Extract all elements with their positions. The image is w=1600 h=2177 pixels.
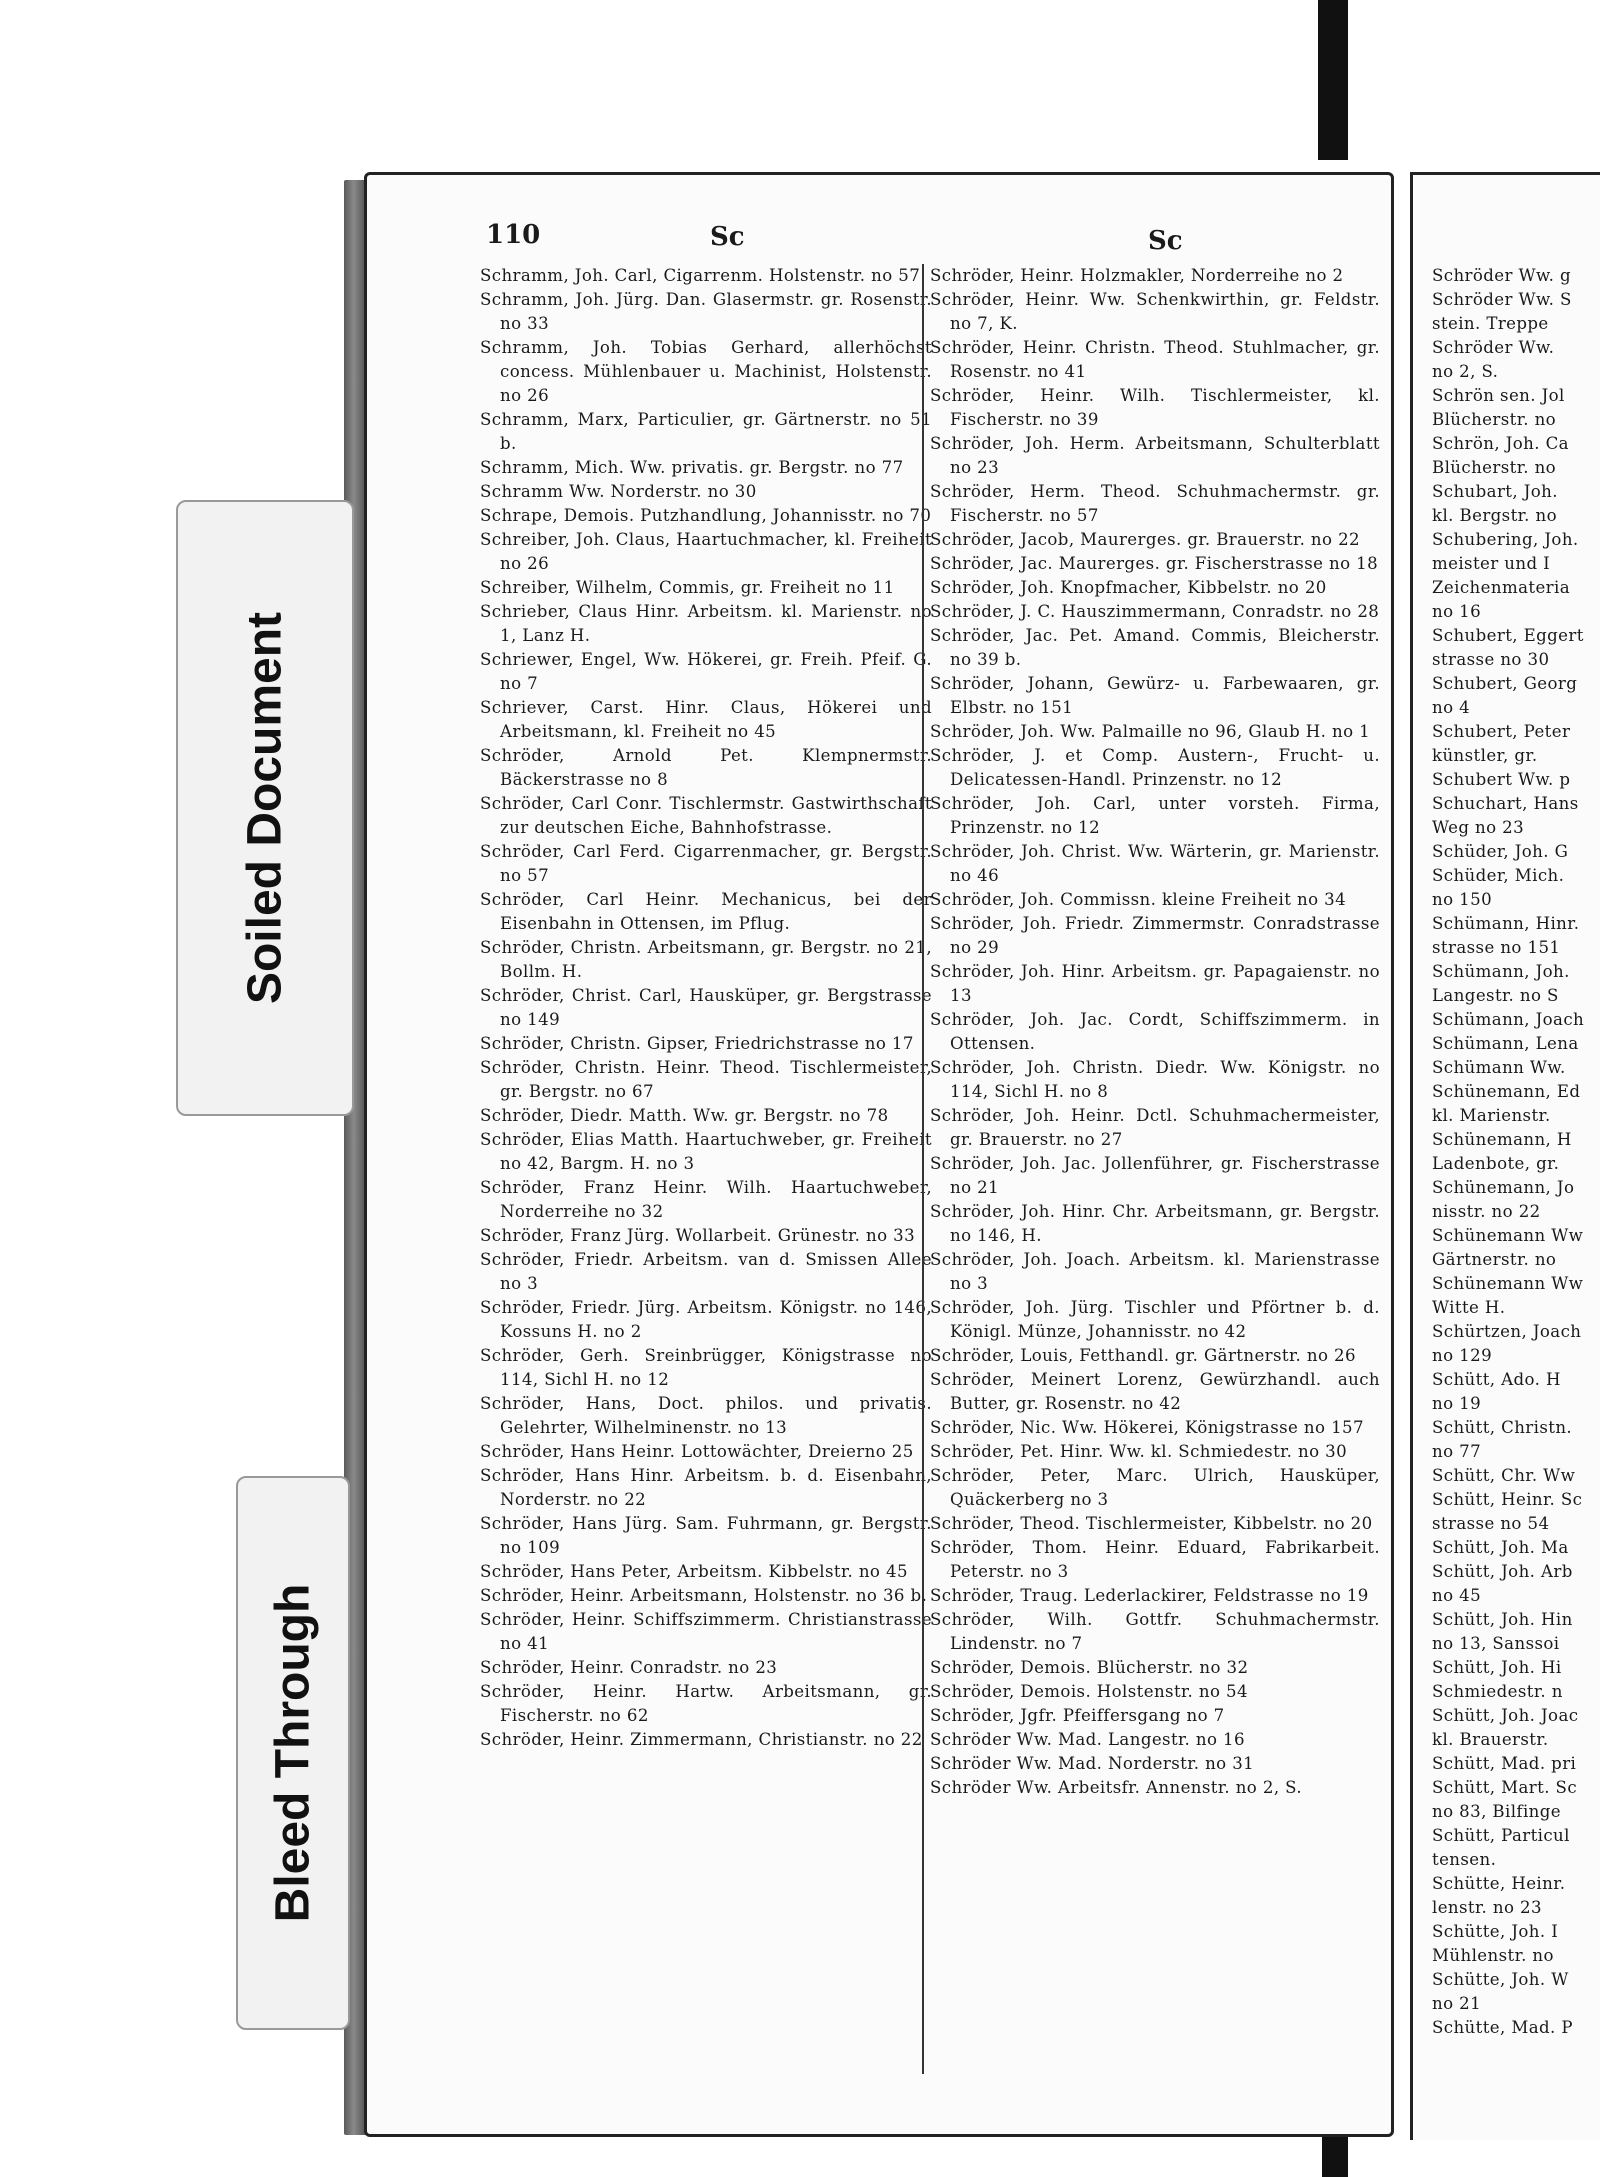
directory-entry: strasse no 54 [1432,1514,1550,1533]
running-header-right: Sc [1148,226,1183,256]
directory-entry: Schubering, Joh. [1432,530,1579,549]
directory-entry: Schröder, Friedr. Arbeitsm. van d. Smissen Allee no 3 [480,1250,932,1293]
directory-entry: Schröder, Joh. Carl, unter vorsteh. Firma, Prinzenstr. no 12 [930,794,1380,837]
directory-entry: Schünemann Ww [1432,1226,1584,1245]
directory-entry: Schröder, Pet. Hinr. Ww. kl. Schmiedestr. no 30 [930,1442,1348,1461]
directory-entry: Schümann, Joach [1432,1010,1585,1029]
directory-entry: Schubert, Eggert [1432,626,1584,645]
directory-entry: Schröder, Joh. Commissn. kleine Freiheit no 34 [930,890,1347,909]
directory-column-left [480,264,932,2074]
directory-entry: no 16 [1432,602,1482,621]
directory-entry: Schröder, Christn. Heinr. Theod. Tischlermeister, gr. Bergstr. no 67 [480,1058,932,1101]
directory-entry: Schrieber, Claus Hinr. Arbeitsm. kl. Marienstr. no 1, Lanz H. [480,602,932,645]
directory-entry: no 129 [1432,1346,1493,1365]
directory-entry: Schröder, Franz Heinr. Wilh. Haartuchweber, Norderreihe no 32 [480,1178,932,1221]
directory-entry: Schütt, Ado. H [1432,1370,1561,1389]
directory-entry: Schütte, Joh. W [1432,1970,1569,1989]
directory-entry: Schröder, Carl Conr. Tischlermstr. Gastwirthschaft zur deutschen Eiche, Bahnhofstrasse. [480,794,932,837]
directory-entry: Schröder, Demois. Holstenstr. no 54 [930,1682,1248,1701]
directory-entry: Schröder, Joh. Ww. Palmaille no 96, Glaub H. no 1 [930,722,1371,741]
directory-entry: Blücherstr. no [1432,458,1557,477]
directory-entry: tensen. [1432,1850,1497,1869]
directory-entry: Schröder, Heinr. Christn. Theod. Stuhlmacher, gr. Rosenstr. no 41 [930,338,1380,381]
directory-entry: Schrön sen. Jol [1432,386,1565,405]
directory-entry: Schröder, Louis, Fetthandl. gr. Gärtnerstr. no 26 [930,1346,1356,1365]
directory-entry: Blücherstr. no [1432,410,1557,429]
directory-entry: Schümann, Lena [1432,1034,1579,1053]
directory-entry: Gärtnerstr. no [1432,1250,1557,1269]
directory-entry: Schubert Ww. p [1432,770,1571,789]
directory-entry: Schröder, J. et Comp. Austern-, Frucht- u. Delicatessen-Handl. Prinzenstr. no 12 [930,746,1380,789]
directory-entry: Schröder, J. C. Hauszimmermann, Conradstr. no 28 [930,602,1380,621]
directory-entry: Schubart, Joh. [1432,482,1558,501]
directory-entry: Schröder, Joh. Christn. Diedr. Ww. Königstr. no 114, Sichl H. no 8 [930,1058,1380,1101]
directory-entry: Schröder, Nic. Ww. Hökerei, Königstrasse no 157 [930,1418,1364,1437]
directory-entry: Schubert, Georg [1432,674,1578,693]
directory-entry: no 21 [1432,1994,1482,2013]
directory-entry: Schröder, Heinr. Conradstr. no 23 [480,1658,778,1677]
directory-entry: Schütte, Mad. P [1432,2018,1573,2037]
directory-entry: Schütt, Joh. Hin [1432,1610,1573,1629]
directory-entry: Schröder, Christ. Carl, Hausküper, gr. Bergstrasse no 149 [480,986,932,1029]
directory-entry: no 4 [1432,698,1471,717]
directory-entry: Schröder, Joh. Hinr. Arbeitsm. gr. Papagaienstr. no 13 [930,962,1380,1005]
directory-entry: Zeichenmateria [1432,578,1570,597]
directory-entry: künstler, gr. [1432,746,1538,765]
directory-entry: Schünemann, Ed [1432,1082,1581,1101]
directory-entry: Schröder, Jacob, Maurerges. gr. Brauerstr. no 22 [930,530,1360,549]
directory-entry: Schröder, Joh. Friedr. Zimmermstr. Conradstrasse no 29 [930,914,1380,957]
soiled-document-tab [176,500,354,1116]
directory-entry: Schröder Ww. Mad. Norderstr. no 31 [930,1754,1255,1773]
directory-entry: Schröder, Hans, Doct. philos. und privatis. Gelehrter, Wilhelminenstr. no 13 [480,1394,932,1437]
directory-entry: Schreiber, Joh. Claus, Haartuchmacher, kl. Freiheit no 26 [480,530,932,573]
directory-entry: Schütt, Christn. [1432,1418,1573,1437]
directory-entry: Schröder, Herm. Theod. Schuhmachermstr. gr. Fischerstr. no 57 [930,482,1380,525]
directory-entry: no 13, Sanssoi [1432,1634,1560,1653]
directory-entry: Schüder, Mich. [1432,866,1565,885]
directory-entry: Schröder, Diedr. Matth. Ww. gr. Bergstr. no 78 [480,1106,889,1125]
directory-entry: Schröder, Heinr. Schiffszimmerm. Christianstrasse no 41 [480,1610,932,1653]
running-header-left: Sc [710,222,745,252]
directory-entry: Schröder, Jgfr. Pfeiffersgang no 7 [930,1706,1225,1725]
directory-entry: Schütt, Joh. Ma [1432,1538,1569,1557]
directory-entry: Schröder, Joh. Jac. Cordt, Schiffszimmerm. in Ottensen. [930,1010,1380,1053]
directory-entry: stein. Treppe [1432,314,1549,333]
directory-entry: Schröder, Heinr. Ww. Schenkwirthin, gr. Feldstr. no 7, K. [930,290,1380,333]
directory-entry: Schröder, Arnold Pet. Klempnermstr. Bäckerstrasse no 8 [480,746,932,789]
directory-entry: strasse no 30 [1432,650,1550,669]
directory-entry: Schröder, Joh. Joach. Arbeitsm. kl. Marienstrasse no 3 [930,1250,1380,1293]
directory-entry: kl. Brauerstr. [1432,1730,1549,1749]
directory-entry: Schmiedestr. n [1432,1682,1563,1701]
directory-entry: Langestr. no S [1432,986,1559,1005]
directory-entry: Schriever, Carst. Hinr. Claus, Hökerei und Arbeitsmann, kl. Freiheit no 45 [480,698,932,741]
directory-entry: Schütt, Joh. Hi [1432,1658,1562,1677]
directory-entry: Schümann Ww. [1432,1058,1566,1077]
directory-entry: Schröder Ww. [1432,338,1555,357]
directory-entry: Schütt, Heinr. Sc [1432,1490,1583,1509]
directory-entry: Schröder, Heinr. Holzmakler, Norderreihe no 2 [930,266,1344,285]
directory-entry: Schünemann, Jo [1432,1178,1575,1197]
directory-entry: no 83, Bilfinge [1432,1802,1562,1821]
directory-entry: Schramm, Marx, Particulier, gr. Gärtnerstr. no 51 b. [480,410,932,453]
directory-entry: Schürtzen, Joach [1432,1322,1582,1341]
directory-column-right [1432,264,1600,2074]
directory-entry: kl. Bergstr. no [1432,506,1557,525]
directory-entry: Schümann, Joh. [1432,962,1570,981]
directory-entry: Schröder, Jac. Maurerges. gr. Fischerstrasse no 18 [930,554,1379,573]
directory-entry: Witte H. [1432,1298,1506,1317]
bleed-through-tab [236,1476,350,2030]
directory-entry: Schünemann, H [1432,1130,1572,1149]
directory-entry: Schütt, Joh. Joac [1432,1706,1579,1725]
directory-entry: Schröder, Carl Heinr. Mechanicus, bei der Eisenbahn in Ottensen, im Pflug. [480,890,932,933]
directory-entry: Schröder, Traug. Lederlackirer, Feldstrasse no 19 [930,1586,1369,1605]
directory-entry: Schröder, Joh. Herm. Arbeitsmann, Schulterblatt no 23 [930,434,1380,477]
directory-entry: meister und I [1432,554,1551,573]
directory-entry: Schröder Ww. Mad. Langestr. no 16 [930,1730,1245,1749]
directory-entry: Schröder, Elias Matth. Haartuchweber, gr. Freiheit no 42, Bargm. H. no 3 [480,1130,932,1173]
directory-entry: Schröder, Meinert Lorenz, Gewürzhandl. auch Butter, gr. Rosenstr. no 42 [930,1370,1380,1413]
directory-entry: Schröder, Joh. Jac. Jollenführer, gr. Fischerstrasse no 21 [930,1154,1380,1197]
directory-entry: Schröder, Christn. Gipser, Friedrichstrasse no 17 [480,1034,914,1053]
directory-entry: Schröder, Friedr. Jürg. Arbeitsm. Königstr. no 146, Kossuns H. no 2 [480,1298,932,1341]
directory-entry: Schröder, Joh. Hinr. Chr. Arbeitsmann, gr. Bergstr. no 146, H. [930,1202,1380,1245]
directory-entry: Schrape, Demois. Putzhandlung, Johannisstr. no 70 [480,506,932,525]
directory-entry: Schröder, Hans Peter, Arbeitsm. Kibbelstr. no 45 [480,1562,908,1581]
directory-entry: Schröder Ww. Arbeitsfr. Annenstr. no 2, S. [930,1778,1303,1797]
directory-entry: no 19 [1432,1394,1482,1413]
directory-entry: Schriewer, Engel, Ww. Hökerei, gr. Freih. Pfeif. G. no 7 [480,650,932,693]
directory-entry: Schramm, Joh. Carl, Cigarrenm. Holstenstr. no 57 [480,266,921,285]
directory-entry: Schütt, Mart. Sc [1432,1778,1578,1797]
directory-entry: Schröder, Heinr. Wilh. Tischlermeister, kl. Fischerstr. no 39 [930,386,1380,429]
directory-entry: Schrön, Joh. Ca [1432,434,1569,453]
directory-entry: Schreiber, Wilhelm, Commis, gr. Freiheit no 11 [480,578,895,597]
directory-entry: Schünemann Ww [1432,1274,1584,1293]
directory-entry: Schüder, Joh. G [1432,842,1569,861]
directory-entry: Schütte, Joh. I [1432,1922,1559,1941]
directory-entry: Schröder, Demois. Blücherstr. no 32 [930,1658,1249,1677]
directory-entry: lenstr. no 23 [1432,1898,1542,1917]
directory-entry: Schröder, Heinr. Arbeitsmann, Holstenstr. no 36 b. [480,1586,928,1605]
directory-entry: Schubert, Peter [1432,722,1571,741]
directory-entry: Weg no 23 [1432,818,1525,837]
directory-entry: Ladenbote, gr. [1432,1154,1560,1173]
directory-entry: Schütte, Heinr. [1432,1874,1566,1893]
directory-entry: Schütt, Joh. Arb [1432,1562,1573,1581]
directory-entry: Schröder, Wilh. Gottfr. Schuhmachermstr. Lindenstr. no 7 [930,1610,1380,1653]
directory-entry: no 45 [1432,1586,1482,1605]
directory-entry: Schröder, Hans Heinr. Lottowächter, Dreierno 25 [480,1442,914,1461]
directory-entry: Schütt, Chr. Ww [1432,1466,1576,1485]
directory-entry: no 77 [1432,1442,1482,1461]
page-number: 110 [486,220,541,250]
directory-entry: Schramm, Joh. Tobias Gerhard, allerhöchst concess. Mühlenbauer u. Machinist, Holstenstr. no 26 [480,338,932,405]
directory-entry: Schröder, Heinr. Zimmermann, Christianstr. no 22 [480,1730,923,1749]
bleed-through-label: Bleed Through [266,1583,320,1923]
directory-entry: Schramm, Mich. Ww. privatis. gr. Bergstr. no 77 [480,458,904,477]
directory-entry: no 150 [1432,890,1493,909]
directory-entry: Schröder, Joh. Knopfmacher, Kibbelstr. no 20 [930,578,1327,597]
directory-entry: nisstr. no 22 [1432,1202,1541,1221]
directory-entry: Schramm Ww. Norderstr. no 30 [480,482,757,501]
directory-entry: no 2, S. [1432,362,1499,381]
soiled-document-label: Soiled Document [238,611,292,1005]
directory-entry: Schröder Ww. g [1432,266,1571,285]
directory-entry: Schröder, Joh. Jürg. Tischler und Pförtner b. d. Königl. Münze, Johannisstr. no 42 [930,1298,1380,1341]
directory-entry: Schröder, Carl Ferd. Cigarrenmacher, gr. Bergstr. no 57 [480,842,932,885]
directory-entry: Schütt, Particul [1432,1826,1570,1845]
directory-entry: Schümann, Hinr. [1432,914,1580,933]
directory-entry: Schröder, Christn. Arbeitsmann, gr. Bergstr. no 21, Bollm. H. [480,938,932,981]
directory-entry: Schröder, Joh. Christ. Ww. Wärterin, gr. Marienstr. no 46 [930,842,1380,885]
directory-entry: Schröder, Hans Hinr. Arbeitsm. b. d. Eisenbahn, Norderstr. no 22 [480,1466,932,1509]
directory-entry: Mühlenstr. no [1432,1946,1554,1965]
directory-entry: Schröder, Jac. Pet. Amand. Commis, Bleicherstr. no 39 b. [930,626,1380,669]
scan-black-bar-top [1318,0,1348,160]
directory-entry: Schütt, Mad. pri [1432,1754,1577,1773]
directory-entry: kl. Marienstr. [1432,1106,1551,1125]
directory-entry: Schröder Ww. S [1432,290,1572,309]
directory-entry: Schuchart, Hans [1432,794,1579,813]
directory-entry: Schröder, Johann, Gewürz- u. Farbewaaren, gr. Elbstr. no 151 [930,674,1380,717]
directory-entry: Schröder, Peter, Marc. Ulrich, Hausküper, Quäckerberg no 3 [930,1466,1380,1509]
directory-entry: Schröder, Hans Jürg. Sam. Fuhrmann, gr. Bergstr. no 109 [480,1514,932,1557]
directory-entry: Schramm, Joh. Jürg. Dan. Glasermstr. gr. Rosenstr. no 33 [480,290,932,333]
directory-entry: Schröder, Franz Jürg. Wollarbeit. Grünestr. no 33 [480,1226,916,1245]
directory-entry: Schröder, Thom. Heinr. Eduard, Fabrikarbeit. Peterstr. no 3 [930,1538,1380,1581]
directory-entry: Schröder, Gerh. Sreinbrügger, Königstrasse no 114, Sichl H. no 12 [480,1346,932,1389]
directory-column-middle [922,264,1380,2074]
directory-entry: strasse no 151 [1432,938,1561,957]
directory-entry: Schröder, Joh. Heinr. Dctl. Schuhmachermeister, gr. Brauerstr. no 27 [930,1106,1380,1149]
directory-entry: Schröder, Theod. Tischlermeister, Kibbelstr. no 20 [930,1514,1373,1533]
directory-entry: Schröder, Heinr. Hartw. Arbeitsmann, gr. Fischerstr. no 62 [480,1682,932,1725]
